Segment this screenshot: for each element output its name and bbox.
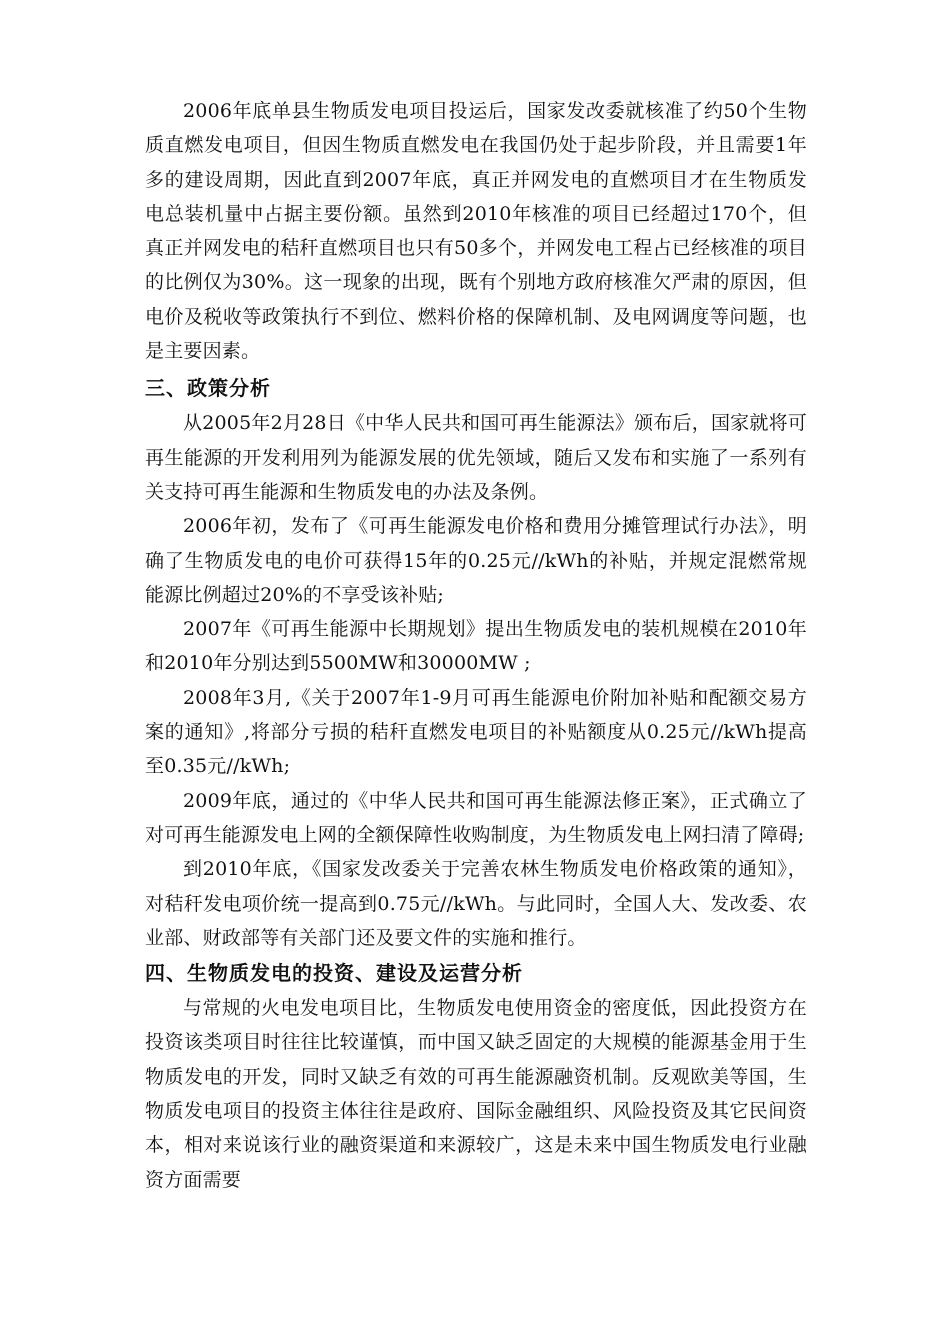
paragraph-2007-plan: 2007年《可再生能源中长期规划》提出生物质发电的装机规模在2010年和2010年分别达到5500MW和30000MW ; xyxy=(145,618,807,675)
section-heading-policy-analysis: 三、政策分析 xyxy=(145,376,271,401)
paragraph-2008-subsidy: 2008年3月,《关于2007年1-9月可再生能源电价附加补贴和配额交易方案的通知》,将部分亏损的秸秆直燃发电项目的补贴额度从0.25元//kWh提高至0.35元//kWh; xyxy=(145,686,807,778)
paragraph-2010-price: 到2010年底，《国家发改委关于完善农林生物质发电价格政策的通知》，对秸秆发电项价统一提高到0.75元//kWh。与此同时，全国人大、发改委、农业部、财政部等有关部门还及要文件的实施和推行。 xyxy=(145,858,807,949)
paragraph-2006-pricing: 2006年初，发布了《可再生能源发电价格和费用分摊管理试行办法》，明确了生物质发电的电价可获得15年的0.25元//kWh的补贴，并规定混燃常规能源比例超过20%的不享受该补贴; xyxy=(145,515,807,606)
section-heading-investment-analysis: 四、生物质发电的投资、建设及运营分析 xyxy=(145,961,523,986)
paragraph-renewable-law: 从2005年2月28日《中华人民共和国可再生能源法》颁布后，国家就将可再生能源的开发利用列为能源发展的优先领域，随后又发布和实施了一系列有关支持可再生能源和生物质发电的办法及条例。 xyxy=(145,412,807,503)
paragraph-project-status: 2006年底单县生物质发电项目投运后，国家发改委就核准了约50个生物质直燃发电项目，但因生物质直燃发电在我国仍处于起步阶段，并且需要1年多的建设周期，因此直到2007年底，真正并网发电的直燃项目才在生物质发电总装机量中占据主要份额。虽然到2010年核准的项目已经超过170个，但真正并网发电的秸秆直燃项目也只有50多个，并网发电工程占已经核准的项目的比例仅为30%。这一现象的出现，既有个别地方政府核准欠严肃的原因，但电价及税收等政策执行不到位、燃料价格的保障机制、及电网调度等问题，也是主要因素。 xyxy=(145,100,807,363)
document-body xyxy=(145,94,807,1197)
paragraph-2009-amendment: 2009年底，通过的《中华人民共和国可再生能源法修正案》，正式确立了对可再生能源发电上网的全额保障性收购制度，为生物质发电上网扫清了障碍; xyxy=(145,789,807,846)
paragraph-investment: 与常规的火电发电项目比，生物质发电使用资金的密度低，因此投资方在投资该类项目时往往比较谨慎，而中国又缺乏固定的大规模的能源基金用于生物质发电的开发，同时又缺乏有效的可再生能源融资机制。反观欧美等国，生物质发电项目的投资主体往往是政府、国际金融组织、风险投资及其它民间资本，相对来说该行业的融资渠道和来源较广，这是未来中国生物质发电行业融资方面需要 xyxy=(145,997,807,1191)
